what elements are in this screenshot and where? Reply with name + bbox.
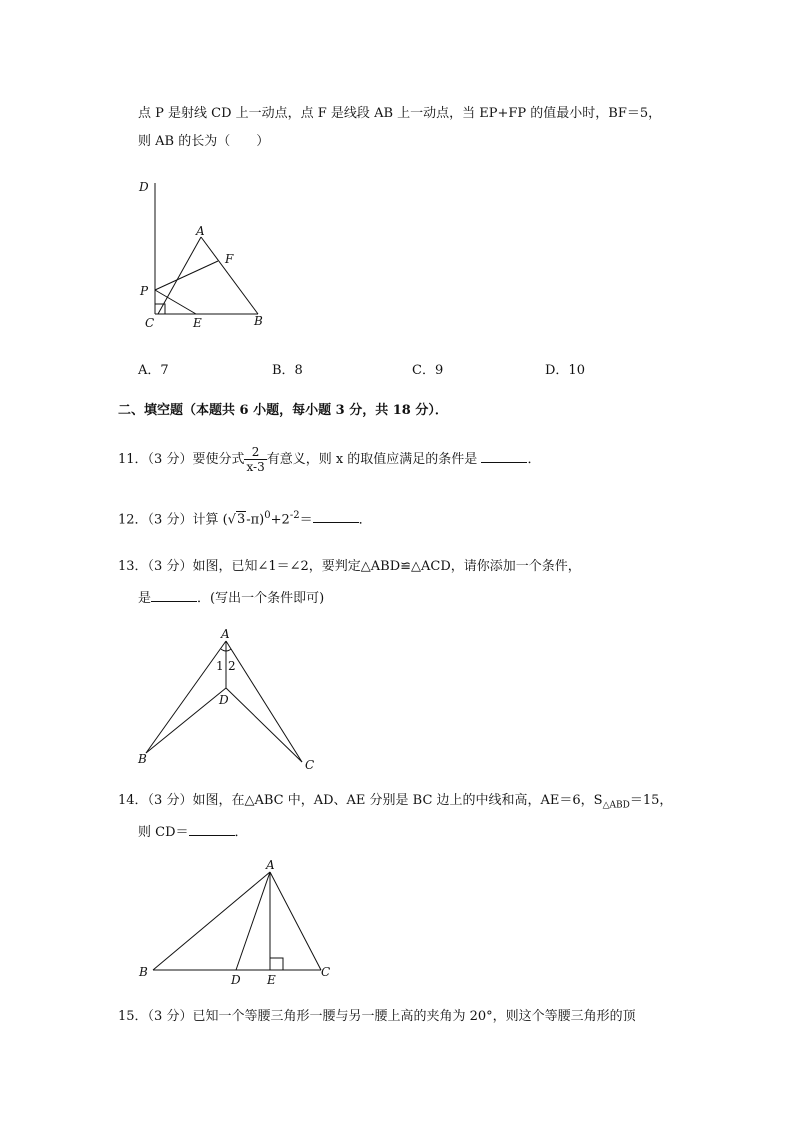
right-angle-mark: [270, 958, 283, 970]
q13-figure: [130, 622, 330, 777]
segment-pf: [155, 261, 218, 290]
segment-ac: [226, 641, 302, 762]
q14-line1-prefix: 14．（3 分）如图，在△ABC 中，AD、AE 分别是 BC 边上的中线和高，AE＝6，S: [118, 793, 603, 808]
q14-line2-suffix: ．: [234, 825, 248, 840]
q12-answer-blank[interactable]: [313, 510, 359, 523]
q14-line1: [118, 792, 672, 815]
label-a: A: [221, 627, 230, 641]
q13-line2-suffix: ．(写出一个条件即可): [197, 591, 325, 606]
q12-end: ．: [358, 512, 372, 528]
label-d: D: [219, 693, 229, 707]
label-d: D: [231, 973, 241, 987]
q12-open: (: [222, 512, 228, 528]
q12-exp0: 0: [264, 510, 271, 521]
q10-option-d[interactable]: D．10: [545, 363, 585, 378]
q10-line1: 点 P 是射线 CD 上一动点，点 F 是线段 AB 上一动点，当 EP+FP 的值最小时，BF＝5，: [138, 106, 662, 121]
label-c: C: [145, 316, 155, 330]
label-p: P: [140, 284, 149, 298]
q14-line2: [138, 823, 248, 842]
segment-ac: [270, 872, 321, 970]
label-e: E: [193, 316, 202, 330]
q10-option-c[interactable]: C．9: [412, 363, 444, 378]
label-b: B: [138, 752, 147, 766]
q12-equals: ＝: [299, 512, 313, 528]
q11-suffix: 有意义，则 x 的取值应满足的条件是: [266, 452, 478, 467]
q11: [118, 443, 540, 477]
q13-line1: 13．（3 分）如图，已知∠1＝∠2，要判定△ABD≌△ACD，请你添加一个条件，: [118, 559, 581, 574]
segment-pe: [155, 290, 196, 314]
label-f: F: [225, 252, 234, 266]
q10-option-a[interactable]: A．7: [138, 363, 169, 378]
q10-line2: 则 AB 的长为（ ）: [138, 134, 270, 149]
q14-figure: [135, 856, 335, 988]
q11-frac-num: 2: [244, 445, 266, 460]
q12-plus2: +2: [270, 512, 290, 528]
segment-ac: [158, 237, 201, 314]
label-b: B: [139, 965, 148, 979]
q14-line2-prefix: 则 CD＝: [138, 825, 189, 840]
q12-exp-neg2: -2: [289, 510, 300, 521]
q11-prefix: 11．（3 分）要使分式: [118, 452, 245, 467]
q14-answer-blank[interactable]: [189, 823, 235, 836]
segment-dc: [226, 688, 302, 762]
q13-answer-blank[interactable]: [151, 589, 197, 602]
q11-fraction: [244, 445, 266, 474]
q11-frac-den: x-3: [246, 460, 265, 474]
q14-line1-suffix: ＝15，: [629, 793, 673, 808]
q15-line1: 15．（3 分）已知一个等腰三角形一腰与另一腰上高的夹角为 20°，则这个等腰三角形的顶: [118, 1009, 636, 1024]
label-angle-2: 2: [228, 659, 236, 673]
label-b: B: [254, 314, 263, 328]
label-c: C: [321, 965, 331, 979]
q14-line1-sub: △ABD: [602, 800, 630, 811]
segment-ab: [146, 641, 226, 753]
label-a: A: [196, 224, 205, 238]
q10-option-b[interactable]: B．8: [272, 363, 303, 378]
label-angle-1: 1: [216, 659, 224, 673]
q12: 12．（3 分）计算 $(√3-\pi)^0+2^{-2}=$ ．: [118, 510, 372, 528]
label-e: E: [267, 973, 276, 987]
segment-ab: [153, 872, 270, 970]
q11-answer-blank[interactable]: [481, 450, 527, 463]
segment-ab: [201, 237, 258, 314]
q12-radicand: 3: [236, 512, 246, 528]
label-c: C: [305, 758, 315, 772]
right-angle-mark: [155, 304, 165, 314]
q11-end: ．: [527, 452, 541, 467]
q12-minus-pi: -π): [246, 512, 265, 528]
q12-prefix: 12．（3 分）计算: [118, 512, 219, 528]
label-d: D: [139, 180, 149, 194]
label-a: A: [266, 858, 275, 872]
q13-line2: [138, 589, 324, 608]
section2-heading: 二、填空题（本题共 6 小题，每小题 3 分，共 18 分）．: [118, 403, 448, 418]
q10-figure: [130, 175, 280, 335]
q13-line2-prefix: 是: [138, 591, 152, 606]
